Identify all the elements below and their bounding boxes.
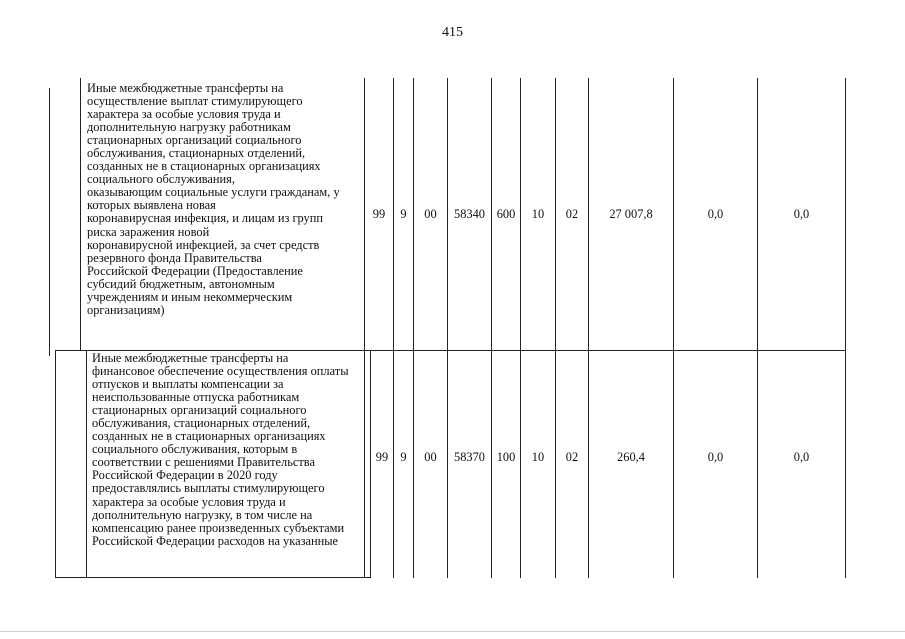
col-line: [393, 78, 394, 578]
cell-code-1: 99: [372, 207, 386, 221]
cell-code-1: 99: [375, 450, 389, 464]
cell-code-7: 02: [565, 450, 579, 464]
page-number: 415: [442, 25, 463, 40]
cell-code-5: 600: [496, 207, 516, 221]
col-line: [80, 78, 81, 350]
cell-value-2: 0,0: [707, 207, 724, 221]
cell-code-2: 9: [400, 450, 407, 464]
cell-code-3: 00: [424, 207, 437, 221]
col-line: [491, 78, 492, 578]
col-line: [520, 78, 521, 578]
col-line: [447, 78, 448, 578]
cell-value-2: 0,0: [707, 450, 724, 464]
cell-code-5: 100: [496, 450, 516, 464]
col-line: [588, 78, 589, 578]
col-line: [86, 350, 87, 578]
cell-code-2: 9: [400, 207, 407, 221]
table-bottom: [55, 577, 370, 578]
col-line-left: [55, 350, 56, 578]
cell-value-3: 0,0: [793, 207, 810, 221]
row-description: Иные межбюджетные трансферты на финансовое обеспечение осуществления оплаты отпусков и выплаты компенсации за неиспользованные отпуска работникам стационарных организаций социального обслуживания, стационарных отделений, созданных не в стационарных организациях социального обслуживания, которым в соответствии с решениями Правительства Российской Федерации в 2020 году предоставлялись выплаты стимулирующего характера за особые условия труда и дополнительную нагрузку, в том числе на компенсацию ранее произведенных субъектами Российской Федерации расходов на указанные: [92, 351, 349, 548]
cell-code-4: 58370: [454, 450, 485, 464]
cell-code-7: 02: [565, 207, 579, 221]
cell-code-6: 10: [531, 450, 545, 464]
col-line: [555, 78, 556, 578]
cell-code-4: 58340: [454, 207, 485, 221]
row-description: Иные межбюджетные трансферты на осуществление выплат стимулирующего характера за особые условия труда и дополнительную нагрузку работникам стационарных организаций социального обслуживания, стационарных отделений, созданных не в стационарных организациях социального обслуживания, оказывающим социальные услуги гражданам, у которых выявлена новая коронавирусная инфекция, и лицам из групп риска заражения новой коронавирусной инфекцией, за счет средств резервного фонда Правительства Российской Федерации (Предоставление субсидий бюджетным, автономным учреждениям и иным некоммерческим организациям): [87, 81, 340, 317]
col-line: [757, 78, 758, 578]
col-line: [673, 78, 674, 578]
cell-value-1: 27 007,8: [609, 207, 653, 221]
col-line: [413, 78, 414, 578]
col-line-right: [845, 78, 846, 578]
cell-value-3: 0,0: [793, 450, 810, 464]
scan-edge-line: [0, 631, 905, 632]
cell-code-6: 10: [531, 207, 545, 221]
cell-code-3: 00: [424, 450, 437, 464]
col-line-left: [49, 88, 50, 356]
cell-value-1: 260,4: [617, 450, 645, 464]
